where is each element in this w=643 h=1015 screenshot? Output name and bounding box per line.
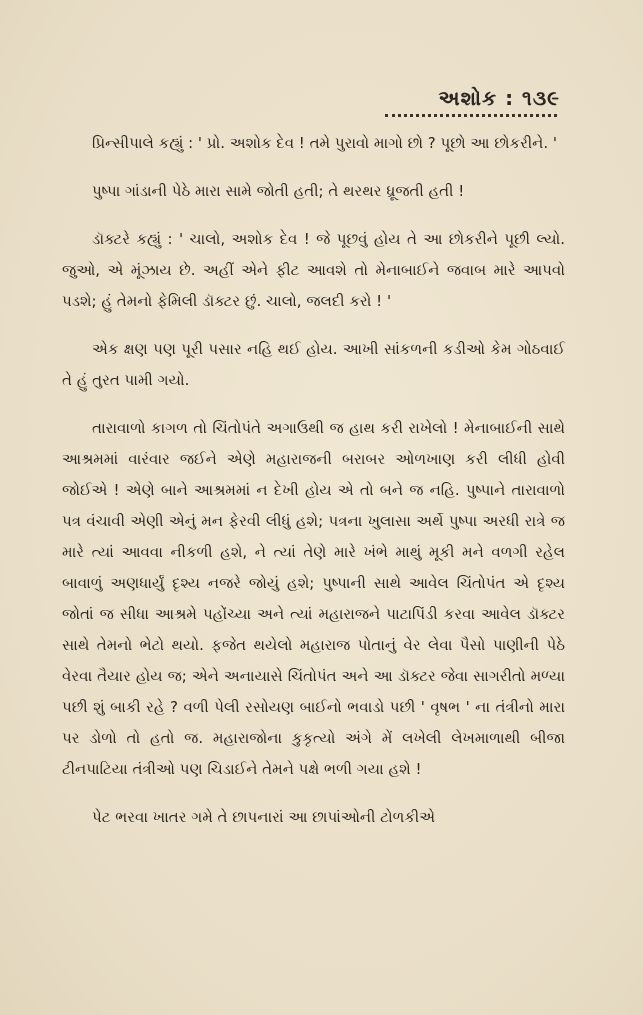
paragraph: ડૉક્ટરે કહ્યું : ' ચાલો, અશોક દેવ ! જે પૂછવું હોય તે આ છોકરીને પૂછી લ્યો. જુઓ, એ મૂંઝાય છે. અહીં એને ફીટ આવશે તો મેનાબાઈને જવાબ મારે આપવો પડશે; હું તેમનો ફેમિલી ડૉક્ટર છું. ચાલો, જલદી કરો ! ' xyxy=(62,230,565,310)
running-header xyxy=(385,86,560,117)
paragraph: પ્રિન્સીપાલે કહ્યું : ' પ્રો. અશોક દેવ ! તમે પુરાવો માગો છો ? પૂછો આ છોકરીને. ' xyxy=(92,134,558,152)
paragraph: એક ક્ષણ પણ પૂરી પસાર નહિ થઈ હોય. આખી સાંકળની કડીઓ કેમ ગોઠવાઈ તે હું તુરત પામી ગયો. xyxy=(62,340,565,389)
paragraph: પુષ્પા ગાંડાની પેઠે મારા સામે જોતી હતી; તે થરથર ધ્રૂજતી હતી ! xyxy=(92,182,465,200)
paragraph: તારાવાળો કાગળ તો ચિંતોપંતે અગાઉથી જ હાથ કરી રાખેલો ! મેનાબાઈની સાથે આશ્રમમાં વારંવાર જઈને એણે મહારાજની બરાબર ઓળખાણ કરી લીધી હોવી જોઈએ ! એણે બાને આશ્રમમાં ન દેખી હોય એ તો બને જ નહિ. પુષ્પાને તારાવાળો પત્ર વંચાવી એણી એનું મન ફેરવી લીધું હશે; પત્રના ખુલાસા અર્થે પુષ્પા અરધી રાત્રે જ મારે ત્યાં આવવા નીકળી હશે, ને ત્યાં તેણે મારે ખંભે માથું મૂકી મને વળગી રહેલ બાવાળું અણધાર્યું દૃશ્ય નજરે જોયું હશે; પુષ્પાની સાથે આવેલ ચિંતોપંત એ દૃશ્ય જોતાં જ સીધા આશ્રમે પહોંચ્યા અને ત્યાં મહારાજને પાટાપિંડી કરવા આવેલ ડૉક્ટર સાથે તેમનો ભેટો થયો. ફજેત થયેલો મહારાજ પોતાનું વેર લેવા પૈસો પાણીની પેઠે વેરવા તૈયાર હોય જ; એને અનાયાસે ચિંતોપંત અને આ ડૉક્ટર જેવા સાગરીતો મળ્યા પછી શું બાકી રહે ? વળી પેલી રસોયણ બાઈનો ભવાડો પછી ' વૃષભ ' ના તંત્રીનો મારા પર ડોળો તો હતો જ. મહારાજોના કુકૃત્યો અંગે મેં લખેલી લેખમાળાથી બીજા ટીનપાટિયા તંત્રીઓ પણ ચિડાઈને તેમને પક્ષે ભળી ગયા હશે ! xyxy=(62,419,565,778)
page-header-title: અશોક : ૧૩૯ xyxy=(438,86,560,110)
page-body xyxy=(62,128,565,850)
paragraph: પેટ ભરવા ખાતર ગમે તે છાપનારાં આ છાપાંઓની ટોળકીએ xyxy=(92,808,436,826)
header-dotted-rule xyxy=(385,114,557,117)
